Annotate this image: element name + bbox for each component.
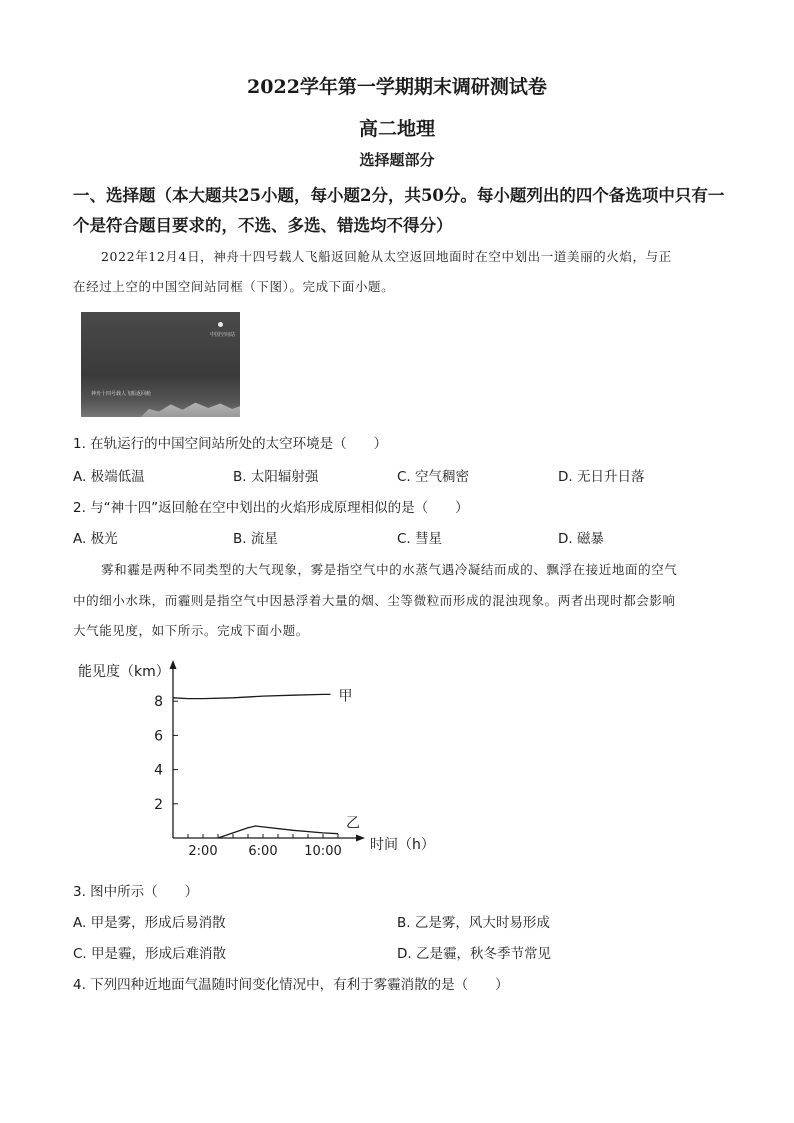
- y-tick-label: 2: [154, 796, 163, 813]
- passage1-line1: 2022年12月4日，神舟十四号载人飞船返回舱从太空返回地面时在空中划出一道美丽的火焰，与正: [101, 249, 672, 264]
- question-3-option-b: B. 乙是雾，风大时易形成: [397, 915, 550, 931]
- series-line-jia: [173, 694, 331, 698]
- question-1-stem: 1. 在轨运行的中国空间站所处的太空环境是（ ）: [73, 436, 388, 452]
- chart-series: [173, 688, 360, 838]
- question-3-option-c: C. 甲是霾，形成后难消散: [73, 946, 227, 962]
- subject-title: 高二地理: [358, 118, 435, 140]
- y-tick-label: 8: [154, 694, 163, 711]
- exam-title: 2022学年第一学期期末调研测试卷: [247, 76, 547, 98]
- photo-caption-station: 中国空间站: [210, 332, 236, 338]
- y-tick-label: 6: [154, 728, 163, 745]
- chart-y-axis-label: 能见度（km）: [78, 664, 170, 680]
- question-2-option-b: B. 流星: [233, 531, 278, 547]
- passage2-line2: 中的细小水珠，而霾则是指空气中因悬浮着大量的烟、尘等微粒而形成的混浊现象。两者出现时都会影响: [73, 593, 676, 608]
- question-1-option-b: B. 太阳辐射强: [233, 469, 319, 485]
- x-tick-label: 2:00: [188, 844, 218, 859]
- photo-caption-capsule: 神舟十四号载人飞船返回舱: [91, 391, 152, 397]
- part-title: 选择题部分: [359, 151, 435, 169]
- space-station-dot: [218, 322, 223, 327]
- question-1-option-a: A. 极端低温: [73, 469, 145, 485]
- visibility-chart: [70, 655, 435, 865]
- chart-y-ticks: [154, 694, 178, 813]
- x-tick-label: 10:00: [304, 844, 342, 859]
- series-label-jia: 甲: [338, 688, 353, 705]
- section-heading-line2: 个是符合题目要求的，不选、多选、错选均不得分）: [73, 216, 453, 235]
- question-1-option-c: C. 空气稠密: [397, 469, 470, 485]
- space-station-photo: [81, 312, 240, 417]
- passage2-line1: 雾和霾是两种不同类型的大气现象，雾是指空气中的水蒸气遇冷凝结而成的、飘浮在接近地面的空气: [101, 562, 678, 577]
- series-label-yi: 乙: [346, 815, 360, 832]
- chart-axes: [170, 660, 366, 842]
- chart-x-axis-label: 时间（h）: [370, 837, 435, 853]
- question-3-option-a: A. 甲是雾，形成后易消散: [73, 915, 226, 931]
- question-2-option-c: C. 彗星: [397, 531, 443, 547]
- y-tick-label: 4: [154, 762, 163, 779]
- question-4-stem: 4. 下列四种近地面气温随时间变化情况中，有利于雾霾消散的是（ ）: [73, 977, 509, 993]
- section-heading-line1: 一、选择题（本大题共25小题，每小题2分，共50分。每小题列出的四个备选项中只有一: [73, 186, 725, 205]
- question-2-option-d: D. 磁暴: [558, 531, 604, 547]
- x-tick-label: 6:00: [248, 844, 278, 859]
- question-2-stem: 2. 与“神十四”返回舱在空中划出的火焰形成原理相似的是（ ）: [73, 500, 469, 516]
- y-axis-arrow: [170, 660, 177, 669]
- question-3-option-d: D. 乙是霾，秋冬季节常见: [397, 946, 551, 962]
- question-2-option-a: A. 极光: [73, 531, 118, 547]
- passage1-line2: 在经过上空的中国空间站同框（下图）。完成下面小题。: [73, 279, 395, 294]
- question-3-stem: 3. 图中所示（ ）: [73, 884, 199, 900]
- x-axis-arrow: [356, 835, 365, 842]
- passage2-line3: 大气能见度，如下所示。完成下面小题。: [73, 623, 309, 638]
- mountain-silhouette: [141, 399, 240, 417]
- question-1-option-d: D. 无日升日落: [558, 469, 645, 485]
